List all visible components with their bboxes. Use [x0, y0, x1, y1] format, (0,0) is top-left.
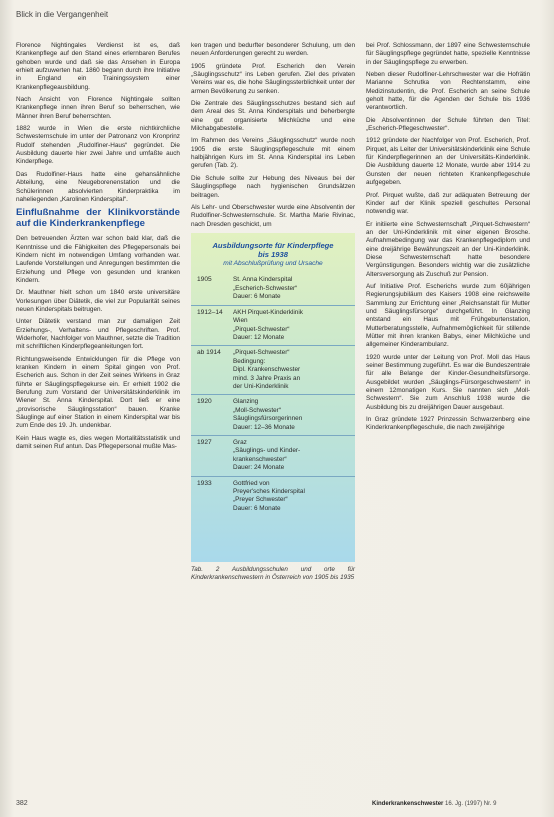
table-row — [191, 394, 355, 435]
table-row — [191, 305, 355, 346]
section-subheading: Einflußnahme der Klinikvorstände auf die Kinderkrankenpflege — [16, 207, 180, 229]
paragraph: Die Absolventinnen der Schule führten den Titel: „Escherich-Pflegeschwester“. — [366, 116, 530, 133]
paragraph: Neben dieser Rudolfiner-Lehrschwester war die Hofrätin Marianne Schrutka von Rechtenstamm, eine Medizinstudentin, die Prof. Escherich an seine Schule geholt hatte, für die Agenden der Schule bis 1936 verantwortlich. — [366, 71, 530, 112]
paragraph: Nach Ansicht von Florence Nightingale sollten Krankenpflege innen ihren Beruf so beherrschen, wie Männer ihren Beruf beherrschten. — [16, 96, 180, 120]
paragraph: Richtungsweisende Entwicklungen für die Pflege von kranken Kindern in einem Spital gingen von Prof. Escherich aus. Schon in der Zeit seines Wirkens in Graz führte er Säuglingspflegekurse ein. Er erhielt 1902 die Berufung zum Vorstand der Universitätskinderklinik im Wiener St. Anna Kinderspital. Dort ließ er eine „provisorische Säuglingsstation“ bauen. Kranke Säuglinge auf einer Station in einem Kinderspital war bis zum Ende des 19. Jh. undenkbar. — [16, 355, 180, 430]
paragraph: 1920 wurde unter der Leitung von Prof. Moll das Haus seiner Bestimmung zugeführt. Es war die Bundeszentrale für alle Belange der Kinder-Gesundheitsfürsorge. Ausgebildet wurden „Säuglings-Fürsorgeschwestern“ in einem 12monatigen Kurs. Sie nannten sich „Moll-Schwestern“. Sie zum Anschluß 1938 wurde die Ausbildung bis zu dreijährigen Dauer ausgebaut. — [366, 353, 530, 411]
text-column-2 — [191, 42, 355, 582]
table-caption: Tab. 2 Ausbildungsschulen und orte für Kinderkrankenschwestern in Österreich von 1905 bis 1935 — [191, 565, 355, 582]
paragraph: 1882 wurde in Wien die erste nichtkirchliche Schwesternschule im unter der Patronanz von Kronprinz Rudolf stehenden „Rudolfiner-Haus“ gegründet. Die Ausbildung dauerte hier zwei Jahre und umfaßte auch Kinderpflege. — [16, 125, 180, 166]
paragraph: In Graz gründete 1927 Prinzessin Schwarzenberg eine Kinderkrankenpflegeschule, die nach zweijährige — [366, 416, 530, 432]
table-description — [233, 346, 349, 394]
paragraph: Florence Nightingales Verdienst ist es, daß Krankenpflege auf den Stand eines erlernbaren Berufes gehoben wurde und daß sie das Ansehen in Europa erhielt aufzuwerten hat. 1860 begann durch ihre Initiative in England ein Trainingssystem einer Krankenpflegeausbildung. — [16, 42, 180, 91]
text-column-3 — [366, 42, 530, 437]
table-description-line: Säuglingsfürsorgerinnen — [233, 415, 303, 423]
table-description-line: „Preyer Schwester“ — [233, 496, 288, 504]
table-description-line: St. Anna Kinderspital — [233, 276, 293, 284]
table-description-line: „Moll-Schwester“ — [233, 406, 281, 414]
table-description-line: AKH Pirquet-Kinderklinik — [233, 308, 303, 316]
table-description-line: Wien — [233, 317, 248, 325]
table-description-line: krankenschwester“ — [233, 455, 287, 463]
table-description — [233, 436, 349, 476]
table-description — [233, 273, 349, 304]
table-year: 1920 — [197, 398, 212, 406]
table-description — [233, 395, 349, 435]
table-title-line: Ausbildungsorte für Kinderpflege — [212, 240, 334, 250]
table-description — [233, 477, 349, 517]
table-description-line: „Escherich-Schwester“ — [233, 284, 298, 292]
paragraph: Die Schule sollte zur Hebung des Niveaus bei der Säuglingspflege nach hygienischen Grundsätzen beitragen. — [191, 174, 355, 199]
table-description-line: der Uni-Kinderklinik — [233, 382, 289, 390]
table-row — [191, 345, 355, 394]
table-year: 1905 — [197, 276, 212, 284]
paragraph: 1905 gründete Prof. Escherich den Verein „Säuglingsschutz“ ins Leben gerufen. Ziel des privaten Vereins war es, die hohe Säuglingssterblichkeit unter der armen Bevölkerung zu senken. — [191, 62, 355, 95]
table-description-line: Dipl. Krankenschwester — [233, 366, 301, 374]
paragraph: Den betreuenden Ärzten war schon bald klar, daß die Kenntnisse und die Fähigkeiten des Pflegepersonals bei Kindern nicht im notwendigen Umfang vorhanden war. Laufende Vorstellungen und Anregungen bestimmten die Erziehung und Pflege von gesunden und kranken Kindern. — [16, 235, 180, 284]
table-description-line: Dauer: 6 Monate — [233, 504, 281, 512]
training-table-box — [191, 233, 355, 562]
journal-name: Kinderkrankenschwester — [372, 801, 444, 807]
table-description-line: Dauer: 12 Monate — [233, 333, 285, 341]
table-description — [233, 306, 349, 346]
paragraph: Er initiierte eine Schwesternschaft „Pirquet-Schwestern“ an der Uni-Kinderklinik mit einer eigenen Brosche. Aufnahmebedingung war das Krankenpflegediplom und eine dreijährige Bewährungszeit an der Uni-Kinderklinik. Diese Schwesternschaft hatte besondere Vergünstigungen. Besonders wichtig war die zusätzliche Altersversorgung als Zuschuß zur Pension. — [366, 220, 530, 278]
table-description-line: Bedingung: — [233, 357, 266, 365]
table-description-line: Dauer: 12–36 Monate — [233, 423, 295, 431]
table-description-line: „Pirquet-Schwester“ — [233, 349, 290, 357]
table-description-line: Dauer: 24 Monate — [233, 464, 285, 472]
table-subtitle: mit Abschlußprüfung und Ursache — [223, 260, 323, 268]
journal-issue: 16. Jg. (1997) Nr. 9 — [445, 801, 497, 807]
table-row — [191, 435, 355, 476]
paragraph: 1912 gründete der Nachfolger von Prof. Escherich, Prof. Pirquet, als Leiter der Universitätskinderklinik eine Schule für Kinderpflegerinnen an der Universitäts-Kinderklinik. Die Ausbildung dauerte 12 Monate, wurde aber 1914 zu Gunsten der neuen richteten Krankenpflegeschule aufgegeben. — [366, 137, 530, 187]
table-description-line: Graz — [233, 438, 247, 446]
table-description-line: Gottfried von — [233, 479, 270, 487]
table-year: 1927 — [197, 438, 212, 446]
table-row — [191, 476, 355, 517]
table-year: 1912–14 — [197, 308, 223, 316]
paragraph: ken tragen und bedurfter besonderer Schulung, um den neuen Anforderungen gerecht zu werden. — [191, 42, 355, 58]
paragraph: Unter Diätetik verstand man zur damaligen Zeit Erziehungs-, Verhaltens- und Pflegeschriften. Prof. Widerhofer, Nachfolger von Mauthner, setzte die Tradition mit schriftlichen Kinderpflegeanleitungen fort. — [16, 318, 180, 351]
paragraph: Als Lehr- und Oberschwester wurde eine Absolventin der Rudolfiner-Schwesternschule. Sr. Martha Marie Rivinac, nach Dresden geschickt, um — [191, 203, 355, 228]
paragraph: Im Rahmen des Vereins „Säuglingsschutz“ wurde noch 1905 die erste Säuglingspflegeschule mit einem halbjährigen Kurs im St. Anna Kinderspital ins Leben gerufen (Tab. 2). — [191, 137, 355, 170]
section-header: Blick in die Vergangenheit — [16, 10, 109, 19]
paragraph: Prof. Pirquet wußte, daß zur adäquaten Betreuung der Kinder auf der Klinik speziell geschultes Personal notwendig war. — [366, 191, 530, 216]
paragraph: Auf Initiative Prof. Escherichs wurde zum 60jährigen Regierungsjubiläum des Kaisers 1908 eine reichsweite Sammlung zur Errichtung einer „Reichsanstalt für Mutter und Säuglingsfürsorge“ durchgeführt. In Glanzing entstand ein Haus mit Frühgeburtenstation, Mutterberatungsstelle, Aufnahmemöglichkeit für stillende Mütter mit ihren kranken Babys, einer Milchküche und allgemeiner Kinderambulanz. — [366, 282, 530, 349]
table-title-line: bis 1938 — [258, 250, 288, 260]
table-year: ab 1914 — [197, 349, 221, 357]
table-description-line: „Pirquet-Schwester“ — [233, 325, 290, 333]
table-year: 1933 — [197, 479, 212, 487]
paragraph: bei Prof. Schlossmann, der 1897 eine Schwesternschule für Säuglingspflege gegründet hatte, spezielle Kenntnisse in der Säuglingspflege zu erwerben. — [366, 42, 530, 66]
paragraph: Kein Haus wagte es, dies wegen Mortalitätsstatistik und damit seinen Ruf antun. Das Pflegepersonal mußte Mas- — [16, 434, 180, 451]
table-rows — [191, 273, 355, 516]
paragraph: Das Rudolfiner-Haus hatte eine gehansähnliche Abteilung, eine Neugeborenenstation und die Schülerinnen absolvierten Kinderpraktika im naheliegenden „Karolinen Kinderspital“. — [16, 170, 180, 203]
text-column-1 — [16, 42, 180, 455]
journal-footer — [372, 801, 496, 807]
table-title — [191, 233, 355, 260]
page-number: 382 — [16, 800, 28, 807]
paragraph: Dr. Mauthner hielt schon um 1840 erste universitäre Vorlesungen über Diätetik, die viel zur Popularität seines neuen Kinderspitals beitrugen. — [16, 289, 180, 313]
table-description-line: „Säuglings- und Kinder- — [233, 447, 301, 455]
table-description-line: Glanzing — [233, 398, 259, 406]
table-description-line: Dauer: 6 Monate — [233, 293, 281, 301]
table-description-line: mind. 3 Jahre Praxis an — [233, 374, 301, 382]
paragraph: Die Zentrale des Säuglingsschutzes bestand sich auf dem Areal des St. Anna Kinderspitals und beherbergte eine gut organisierte Milchküche und eine Milchabgabestelle. — [191, 100, 355, 133]
table-row — [191, 273, 355, 304]
table-description-line: Preyer'sches Kinderspital — [233, 488, 305, 495]
